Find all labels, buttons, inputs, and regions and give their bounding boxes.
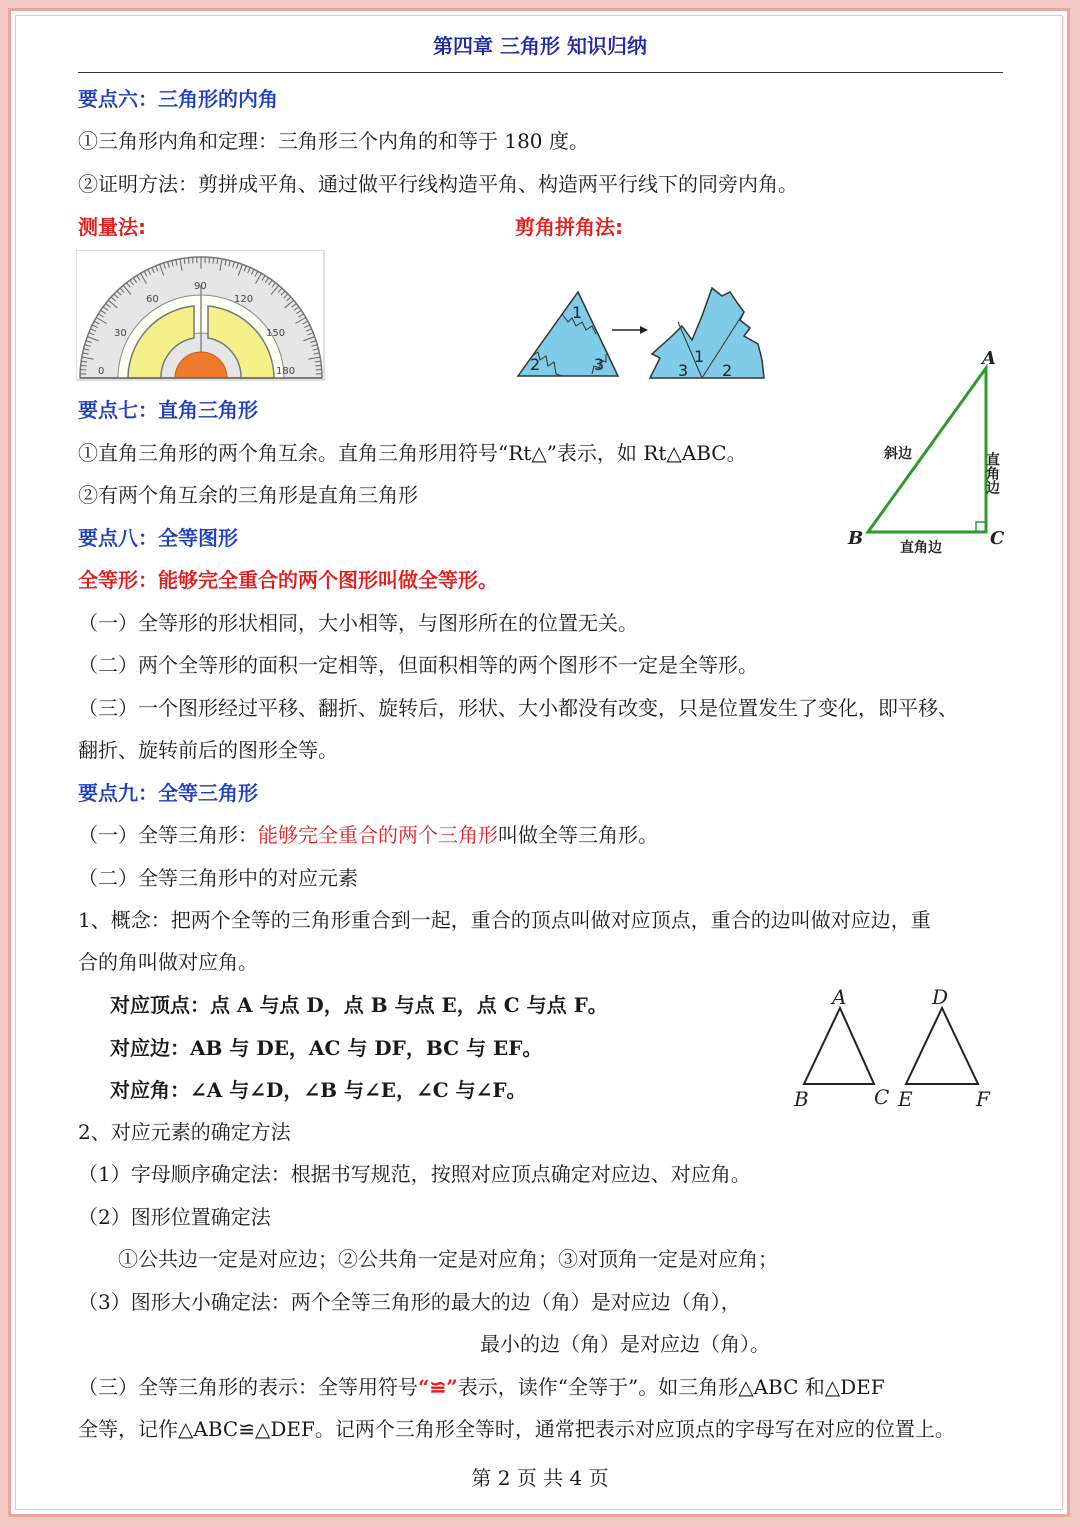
joined-number-2: 2 <box>722 361 733 380</box>
tick-label-90: 90 <box>194 281 207 292</box>
congruent-definition: 全等形：能够完全重合的两个图形叫做全等形。 <box>78 568 498 592</box>
protractor-tick <box>315 365 321 366</box>
tick-label-0: 0 <box>98 366 105 377</box>
tri-number-2: 2 <box>530 355 541 374</box>
s9-concept-line2: 合的角叫做对应角。 <box>78 950 258 974</box>
protractor-tick <box>188 258 189 264</box>
protractor-tick <box>213 258 214 264</box>
s9-method3-line1: （3）图形大小确定法：两个全等三角形的最大的边（角）是对应边（角）， <box>78 1290 741 1314</box>
cut-label: 剪角拼角法: <box>515 215 623 239</box>
s6-line2: ②证明方法：剪拼成平角、通过做平行线构造平角、构造两平行线下的同旁内角。 <box>78 172 798 196</box>
s6-line1: ①三角形内角和定理：三角形三个内角的和等于 180 度。 <box>78 129 589 153</box>
corresponding-sides: 对应边：AB 与 DE，AC 与 DF，BC 与 EF。 <box>110 1036 543 1060</box>
tick-label-30: 30 <box>114 328 127 339</box>
s9-method2: （2）图形位置确定法 <box>78 1205 271 1229</box>
section7-heading: 要点七：直角三角形 <box>78 398 258 422</box>
tick-label-180: 180 <box>276 366 296 377</box>
s8-p3-line1: （三）一个图形经过平移、翻折、旋转后，形状、大小都没有改变，只是位置发生了变化，即平移、 <box>78 696 958 720</box>
hypotenuse-label: 斜边 <box>884 446 912 462</box>
s9-method1: （1）字母顺序确定法：根据书写规范，按照对应顶点确定对应边、对应角。 <box>78 1162 751 1186</box>
tri2-vertex-E: E <box>898 1087 913 1110</box>
s9-method-heading: 2、对应元素的确定方法 <box>78 1120 291 1144</box>
protractor-tick <box>81 365 87 366</box>
section6-heading: 要点六：三角形的内角 <box>78 87 278 111</box>
corresponding-angles: 对应角：∠A 与∠D，∠B 与∠E，∠C 与∠F。 <box>110 1078 527 1102</box>
s8-p3-line2: 翻折、旋转前后的图形全等。 <box>78 738 338 762</box>
s9-p3-line2: 全等，记作△ABC≌△DEF。记两个三角形全等时，通常把表示对应顶点的字母写在对应的位置上。 <box>78 1417 955 1441</box>
tri1-vertex-B: B <box>794 1087 809 1110</box>
s9-concept-line1: 1、概念：把两个全等的三角形重合到一起，重合的顶点叫做对应顶点，重合的边叫做对应边，重 <box>78 908 931 932</box>
cut-triangle-figure <box>512 282 772 386</box>
tri-number-3: 3 <box>594 355 605 374</box>
corresponding-vertices: 对应顶点：点 A 与点 D，点 B 与点 E，点 C 与点 F。 <box>110 993 608 1017</box>
joined-number-1: 1 <box>694 347 705 366</box>
tick-label-60: 60 <box>146 294 159 305</box>
tri1-vertex-A: A <box>832 985 847 1009</box>
s9-p2: （二）全等三角形中的对应元素 <box>78 866 358 890</box>
section9-heading: 要点九：全等三角形 <box>78 781 258 805</box>
s9-method3-line2: 最小的边（角）是对应边（角）。 <box>480 1332 770 1356</box>
page-number: 第 2 页 共 4 页 <box>471 1466 609 1490</box>
tick-label-150: 150 <box>266 328 286 339</box>
measure-label: 测量法: <box>78 215 146 239</box>
right-triangle-figure <box>840 340 1030 562</box>
s9-method2-detail: ①公共边一定是对应边；②公共角一定是对应角；③对顶角一定是对应角； <box>118 1247 778 1271</box>
tri-number-1: 1 <box>572 303 583 322</box>
tri2-vertex-D: D <box>932 985 949 1009</box>
congruent-triangles-figure <box>788 982 1008 1110</box>
leg-horizontal-label: 直角边 <box>900 540 942 556</box>
s8-p1: （一）全等形的形状相同，大小相等，与图形所在的位置无关。 <box>78 611 638 635</box>
section8-heading: 要点八：全等图形 <box>78 526 238 550</box>
tick-label-120: 120 <box>234 294 254 305</box>
protractor-figure <box>76 250 326 382</box>
tri1-vertex-C: C <box>874 1085 890 1109</box>
s7-line1: ①直角三角形的两个角互余。直角三角形用符号“Rt△”表示，如 Rt△ABC。 <box>78 441 747 465</box>
tri2-vertex-F: F <box>976 1087 990 1110</box>
s8-p2: （二）两个全等形的面积一定相等，但面积相等的两个图形不一定是全等形。 <box>78 653 758 677</box>
s7-line2: ②有两个角互余的三角形是直角三角形 <box>78 483 418 507</box>
joined-number-3: 3 <box>678 361 689 380</box>
vertex-A-label: A <box>982 348 996 369</box>
s9-p3-line1: （三）全等三角形的表示：全等用符号“≌”表示，读作“全等于”。如三角形△ABC 和△DEF <box>78 1375 885 1399</box>
vertex-C-label: C <box>990 528 1005 549</box>
page-title: 第四章 三角形 知识归纳 <box>433 34 647 58</box>
leg-vertical-label: 直角边 <box>984 452 1000 494</box>
header-rule <box>78 72 1003 73</box>
vertex-B-label: B <box>848 528 864 549</box>
s9-p1: （一）全等三角形：能够完全重合的两个三角形叫做全等三角形。 <box>78 823 658 847</box>
